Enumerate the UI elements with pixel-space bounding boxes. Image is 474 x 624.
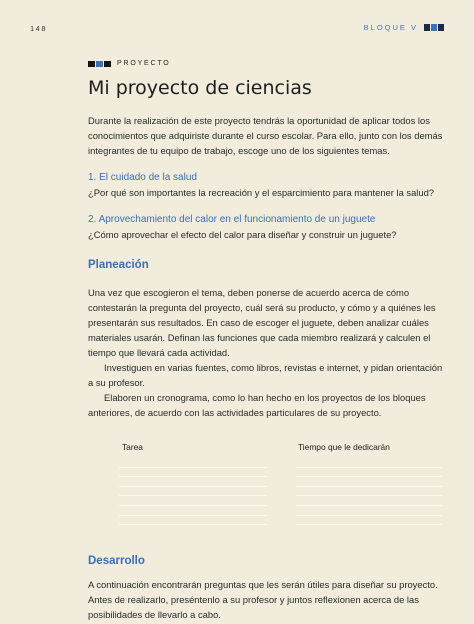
schedule-table: [88, 442, 444, 530]
section-marker-icon: [88, 61, 111, 67]
planeacion-paragraph-2: Investiguen en varias fuentes, como libros, revistas e internet, y pidan orientación a su profesor.: [88, 362, 443, 388]
bloque-header: [364, 23, 444, 32]
schedule-header-tarea: Tarea: [122, 442, 143, 452]
bloque-label: BLOQUE V: [363, 23, 418, 32]
page-number: 148: [30, 24, 48, 33]
schedule-header-tiempo: Tiempo que le dedicarán: [298, 442, 390, 452]
planeacion-heading: Planeación: [88, 259, 149, 271]
main-content: [88, 60, 444, 622]
desarrollo-paragraph: A continuación encontrarán preguntas que les serán útiles para diseñar su proyecto. Antes de realizarlo, preséntenlo a su profesor y juntos reflexionen acerca de las posibilidades de llevarlo a cabo.: [88, 579, 438, 620]
schedule-lines-tarea: [119, 458, 267, 525]
topic-2-title: 2. Aprovechamiento del calor en el funcionamiento de un juguete: [88, 214, 376, 225]
schedule-lines-tiempo: [296, 458, 442, 525]
section-label-row: [88, 60, 444, 67]
section-label: PROYECTO: [117, 60, 171, 67]
planeacion-paragraph-1: Una vez que escogieron el tema, deben ponerse de acuerdo acerca de cómo contestarán la pregunta del proyecto, cuál será su producto, y cómo y a quiénes les presentarán sus resultados. En caso de escoger el juguete, deben analizar cuáles materiales usarán. Definan las funciones que cada miembro realizará y calculen el tiempo que llevará cada actividad.: [88, 287, 436, 358]
desarrollo-heading: Desarrollo: [88, 555, 145, 567]
topic-1-title: 1. El cuidado de la salud: [88, 172, 197, 183]
planeacion-paragraph-3: Elaboren un cronograma, como lo han hecho en los proyectos de los bloques anteriores, de acuerdo con las actividades particulares de su proyecto.: [88, 392, 426, 418]
page-title: Mi proyecto de ciencias: [88, 77, 312, 99]
topic-1-question: ¿Por qué son importantes la recreación y el esparcimiento para mantener la salud?: [88, 187, 435, 198]
topic-2-question: ¿Cómo aprovechar el efecto del calor para diseñar y construir un juguete?: [88, 229, 397, 240]
intro-paragraph: Durante la realización de este proyecto tendrás la oportunidad de aplicar todos los conocimientos que adquiriste durante el curso escolar. Para ello, junto con los demás integrantes de tu equipo de trabajo, escoge uno de los siguientes temas.: [88, 115, 443, 156]
bloque-marker-icon: [424, 24, 444, 31]
